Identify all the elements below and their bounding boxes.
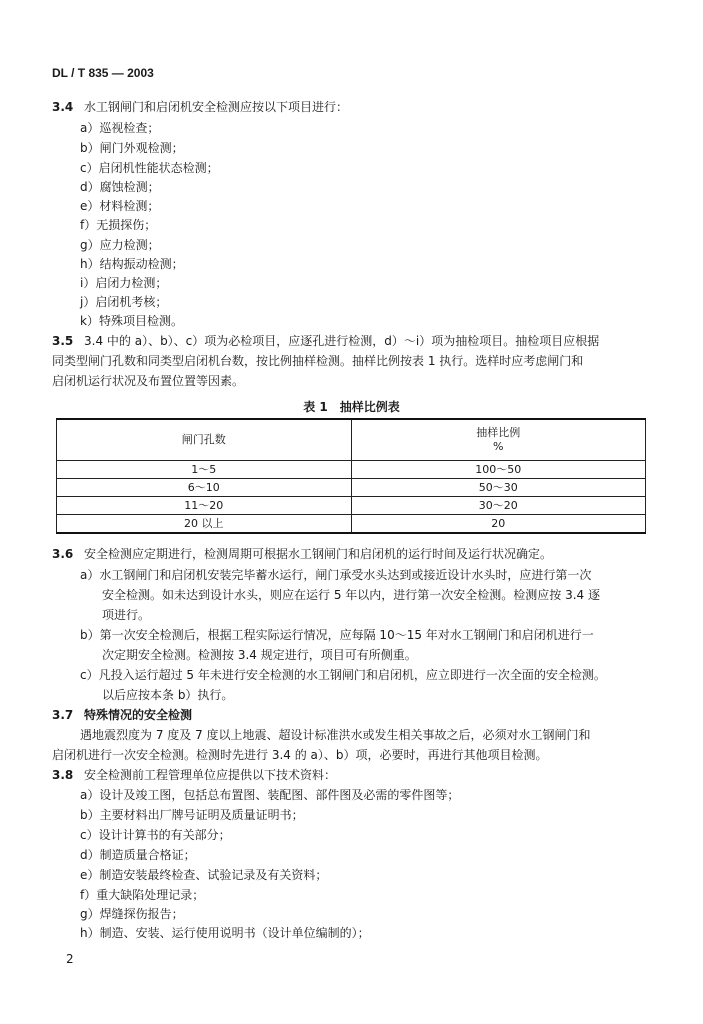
table-row bbox=[57, 497, 646, 515]
table-row bbox=[57, 515, 646, 534]
table-cell-count: 11～20 bbox=[57, 497, 352, 515]
section-number: 3.7 bbox=[52, 708, 74, 722]
list-item: c）启闭机性能状态检测； bbox=[80, 161, 219, 175]
table-header-gate-count: 闸门孔数 bbox=[57, 419, 352, 461]
section-text: 安全检测应定期进行，检测周期可根据水工钢闸门和启闭机的运行时间及运行状况确定。 bbox=[84, 547, 553, 561]
section-text: 安全检测前工程管理单位应提供以下技术资料： bbox=[84, 768, 337, 782]
table-cell-ratio: 20 bbox=[351, 515, 646, 534]
page-number: 2 bbox=[66, 952, 74, 966]
table-row bbox=[57, 479, 646, 497]
section-text: 水工钢闸门和启闭机安全检测应按以下项目进行： bbox=[84, 100, 349, 114]
list-item-continuation: 次定期安全检测。检测按 3.4 规定进行，项目可有所侧重。 bbox=[102, 648, 417, 662]
paragraph-line: 同类型闸门孔数和同类型启闭机台数，按比例抽样检测。抽样比例按表 1 执行。选样时应考虑闸门和 bbox=[52, 354, 584, 368]
header-line: 抽样比例 bbox=[476, 426, 521, 439]
table-cell-count: 20 以上 bbox=[57, 515, 352, 534]
list-item: d）腐蚀检测； bbox=[80, 180, 160, 194]
table-row bbox=[57, 461, 646, 479]
list-item: e）制造安装最终检查、试验记录及有关资料； bbox=[80, 868, 328, 882]
list-item: g）应力检测； bbox=[80, 238, 160, 252]
list-item: i）启闭力检测； bbox=[80, 276, 168, 290]
section-3-4-heading bbox=[52, 99, 348, 115]
section-number: 3.8 bbox=[52, 768, 74, 782]
section-title: 特殊情况的安全检测 bbox=[84, 708, 193, 722]
section-number: 3.4 bbox=[52, 100, 74, 114]
list-item: d）制造质量合格证； bbox=[80, 848, 196, 862]
list-item: j）启闭机考核； bbox=[80, 295, 168, 309]
table-caption: 表 1 抽样比例表 bbox=[303, 400, 400, 414]
table-cell-ratio: 50～30 bbox=[351, 479, 646, 497]
list-item: f）重大缺陷处理记录； bbox=[80, 888, 205, 902]
list-item: h）制造、安装、运行使用说明书（设计单位编制的）； bbox=[80, 926, 370, 940]
list-item: f）无损探伤； bbox=[80, 218, 157, 232]
list-item: e）材料检测； bbox=[80, 199, 160, 213]
sampling-ratio-table bbox=[56, 418, 646, 534]
list-item: a）水工钢闸门和启闭机安装完毕蓄水运行，闸门承受水头达到或接近设计水头时，应进行第一次 bbox=[80, 568, 592, 582]
section-3-6-heading bbox=[52, 546, 552, 562]
list-item: g）焊缝探伤报告； bbox=[80, 907, 184, 921]
paragraph-line: 启闭机进行一次安全检测。检测时先进行 3.4 的 a）、b）项，必要时，再进行其他项目检测。 bbox=[52, 748, 548, 762]
paragraph-line: 遇地震烈度为 7 度及 7 度以上地震、超设计标准洪水或发生相关事故之后，必须对水工钢闸门和 bbox=[80, 728, 591, 742]
table-cell-ratio: 30～20 bbox=[351, 497, 646, 515]
section-3-5-line-1 bbox=[52, 333, 599, 349]
list-item: c）设计计算书的有关部分； bbox=[80, 828, 231, 842]
list-item-continuation: 安全检测。如未达到设计水头，则应在运行 5 年以内，进行第一次安全检测。检测应按 3.4 逐 bbox=[102, 588, 600, 602]
list-item-continuation: 项进行。 bbox=[102, 608, 151, 622]
section-number: 3.6 bbox=[52, 547, 74, 561]
list-item-continuation: 以后应按本条 b）执行。 bbox=[102, 688, 234, 702]
list-item: a）设计及竣工图，包括总布置图、装配图、部件图及必需的零件图等； bbox=[80, 788, 460, 802]
list-item: c）凡投入运行超过 5 年未进行安全检测的水工钢闸门和启闭机，应立即进行一次全面的安全检测。 bbox=[80, 668, 606, 682]
section-3-8-heading bbox=[52, 767, 336, 783]
table-cell-count: 6～10 bbox=[57, 479, 352, 497]
table-header-ratio bbox=[351, 419, 646, 461]
list-item: k）特殊项目检测。 bbox=[80, 314, 183, 328]
section-number: 3.5 bbox=[52, 334, 74, 348]
header-unit: % bbox=[493, 440, 504, 453]
list-item: a）巡视检查； bbox=[80, 121, 160, 135]
table-cell-count: 1～5 bbox=[57, 461, 352, 479]
list-item: b）第一次安全检测后，根据工程实际运行情况，应每隔 10～15 年对水工钢闸门和启闭机进行一 bbox=[80, 628, 594, 642]
section-3-7-heading bbox=[52, 707, 192, 723]
list-item: b）闸门外观检测； bbox=[80, 141, 184, 155]
document-header: DL / T 835 — 2003 bbox=[52, 66, 154, 80]
list-item: h）结构振动检测； bbox=[80, 257, 184, 271]
table-cell-ratio: 100～50 bbox=[351, 461, 646, 479]
list-item: b）主要材料出厂牌号证明及质量证明书； bbox=[80, 808, 304, 822]
paragraph-line: 启闭机运行状况及布置位置等因素。 bbox=[52, 374, 245, 388]
paragraph-line: 3.4 中的 a）、b）、c）项为必检项目，应逐孔进行检测，d）～i）项为抽检项目。抽检项目应根据 bbox=[84, 334, 600, 348]
